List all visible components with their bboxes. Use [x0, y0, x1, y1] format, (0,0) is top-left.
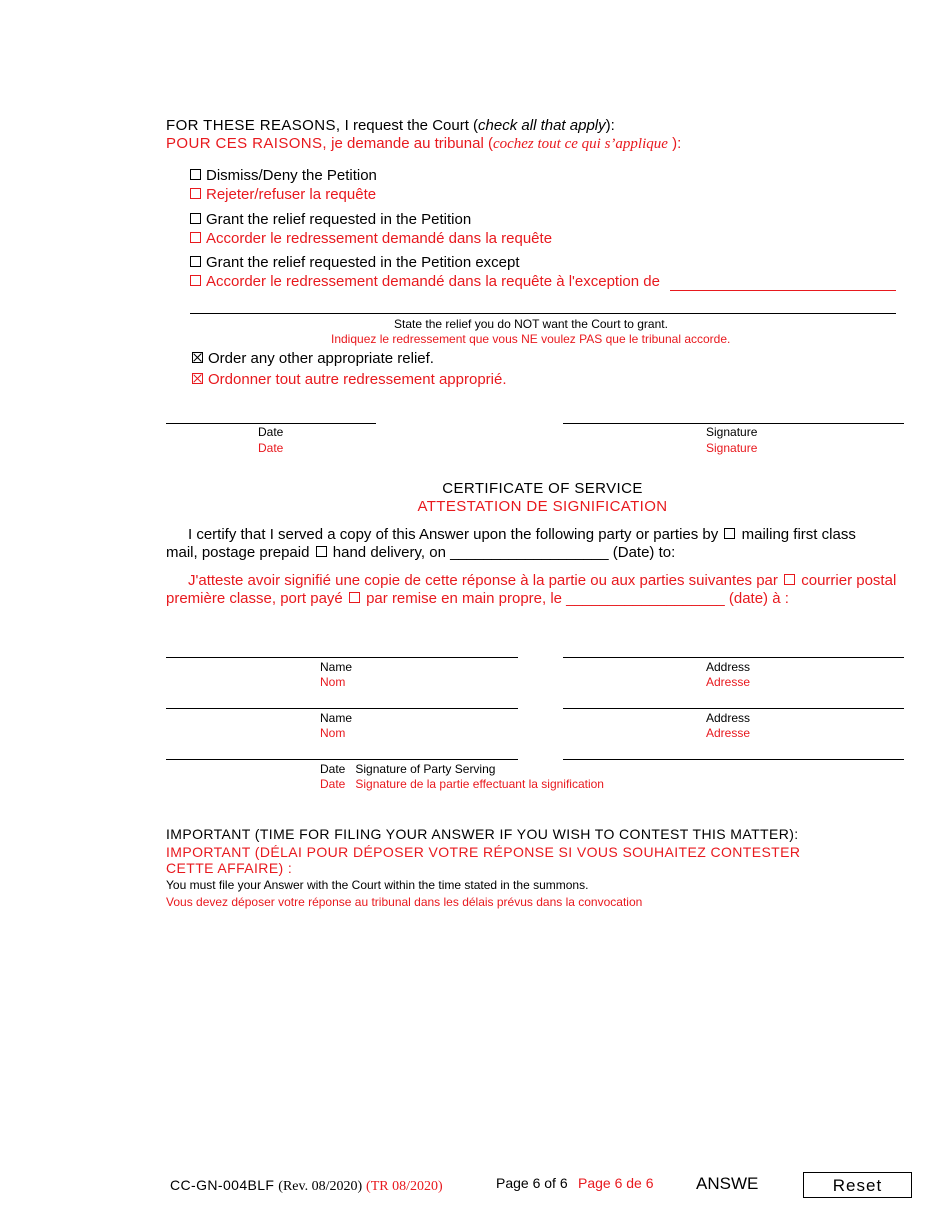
important-body-fr: Vous devez déposer votre réponse au tribunal dans les délais prévus dans la convocation	[166, 895, 643, 909]
serving-date-field[interactable]	[166, 759, 518, 760]
footer-page-number-fr: Page 6 de 6	[578, 1175, 654, 1191]
important-heading-fr-1: IMPORTANT (DÉLAI POUR DÉPOSER VOTRE RÉPONSE SI VOUS SOUHAITEZ CONTESTER	[166, 844, 801, 860]
checked-checkbox-icon[interactable]	[192, 373, 203, 384]
exception-relief-field[interactable]	[190, 313, 896, 314]
certificate-text-fr-line1: J'atteste avoir signifié une copie de cette réponse à la partie ou aux parties suivantes par courrier postal	[188, 572, 897, 589]
footer-form-code: ANSWE	[696, 1174, 759, 1193]
reasons-heading-en: FOR THESE REASONS, I request the Court (check all that apply):	[166, 117, 615, 134]
exception-caption-en: State the relief you do NOT want the Court to grant.	[394, 317, 668, 331]
signature-label-fr: Signature	[706, 441, 758, 455]
checkbox-icon[interactable]	[190, 169, 201, 180]
date-label-en: Date	[258, 425, 284, 439]
address-label-en: Address	[706, 711, 751, 725]
option-grant-except-fr[interactable]: Accorder le redressement demandé dans la requête à l'exception de	[190, 273, 660, 290]
exception-inline-field[interactable]	[670, 290, 896, 291]
hand-delivery-checkbox-icon[interactable]	[349, 592, 360, 603]
date-field[interactable]	[166, 423, 376, 424]
reset-button[interactable]: Reset	[803, 1172, 912, 1198]
certificate-text-en-line1: I certify that I served a copy of this Answer upon the following party or parties by mailing first class	[188, 526, 856, 543]
important-heading-en: IMPORTANT (TIME FOR FILING YOUR ANSWER IF YOU WISH TO CONTEST THIS MATTER):	[166, 826, 799, 842]
footer-form-id: CC-GN-004BLF (Rev. 08/2020) (TR 08/2020)	[170, 1177, 443, 1194]
important-body-en: You must file your Answer with the Court within the time stated in the summons.	[166, 878, 589, 892]
option-other-relief-fr[interactable]: Ordonner tout autre redressement approprié.	[192, 371, 507, 388]
checkbox-icon[interactable]	[190, 275, 201, 286]
checkbox-icon[interactable]	[190, 213, 201, 224]
certificate-title-fr: ATTESTATION DE SIGNIFICATION	[417, 498, 668, 515]
signature-field[interactable]	[563, 423, 904, 424]
checkbox-icon[interactable]	[190, 188, 201, 199]
signature-label-en: Signature	[706, 425, 758, 439]
address-label-fr: Adresse	[706, 675, 751, 689]
address-label-fr: Adresse	[706, 726, 751, 740]
name-label-fr: Nom	[320, 675, 346, 689]
name-label-en: Name	[320, 711, 353, 725]
option-grant-fr[interactable]: Accorder le redressement demandé dans la requête	[190, 230, 552, 247]
certificate-text-fr-line2: première classe, port payé par remise en main propre, le ___________________ (date) à :	[166, 590, 789, 607]
option-dismiss[interactable]: Dismiss/Deny the Petition	[190, 167, 377, 184]
serving-label-fr: Date Signature de la partie effectuant la signification	[320, 777, 604, 791]
checkbox-icon[interactable]	[190, 256, 201, 267]
option-grant-except[interactable]: Grant the relief requested in the Petition except	[190, 254, 520, 271]
hand-delivery-checkbox-icon[interactable]	[316, 546, 327, 557]
name-field-2[interactable]	[166, 708, 518, 709]
checked-checkbox-icon[interactable]	[192, 352, 203, 363]
date-label-fr: Date	[258, 441, 284, 455]
name-field-1[interactable]	[166, 657, 518, 658]
checkbox-icon[interactable]	[190, 232, 201, 243]
name-label-fr: Nom	[320, 726, 346, 740]
important-heading-fr-2: CETTE AFFAIRE) :	[166, 860, 293, 876]
exception-caption-fr: Indiquez le redressement que vous NE voulez PAS que le tribunal accorde.	[331, 332, 731, 346]
name-label-en: Name	[320, 660, 353, 674]
address-field-1[interactable]	[563, 657, 904, 658]
footer-page-number-en: Page 6 of 6	[496, 1175, 568, 1191]
address-label-en: Address	[706, 660, 751, 674]
mail-checkbox-icon[interactable]	[784, 574, 795, 585]
reasons-heading-fr: POUR CES RAISONS, je demande au tribunal (cochez tout ce qui s’applique ):	[166, 135, 682, 152]
address-field-2[interactable]	[563, 708, 904, 709]
mail-checkbox-icon[interactable]	[724, 528, 735, 539]
serving-label-en: Date Signature of Party Serving	[320, 762, 496, 776]
option-other-relief[interactable]: Order any other appropriate relief.	[192, 350, 434, 367]
certificate-text-en-line2: mail, postage prepaid hand delivery, on ___________________ (Date) to:	[166, 544, 676, 561]
certificate-title-en: CERTIFICATE OF SERVICE	[442, 480, 643, 497]
option-dismiss-fr[interactable]: Rejeter/refuser la requête	[190, 186, 376, 203]
option-grant[interactable]: Grant the relief requested in the Petition	[190, 211, 471, 228]
serving-signature-field[interactable]	[563, 759, 904, 760]
